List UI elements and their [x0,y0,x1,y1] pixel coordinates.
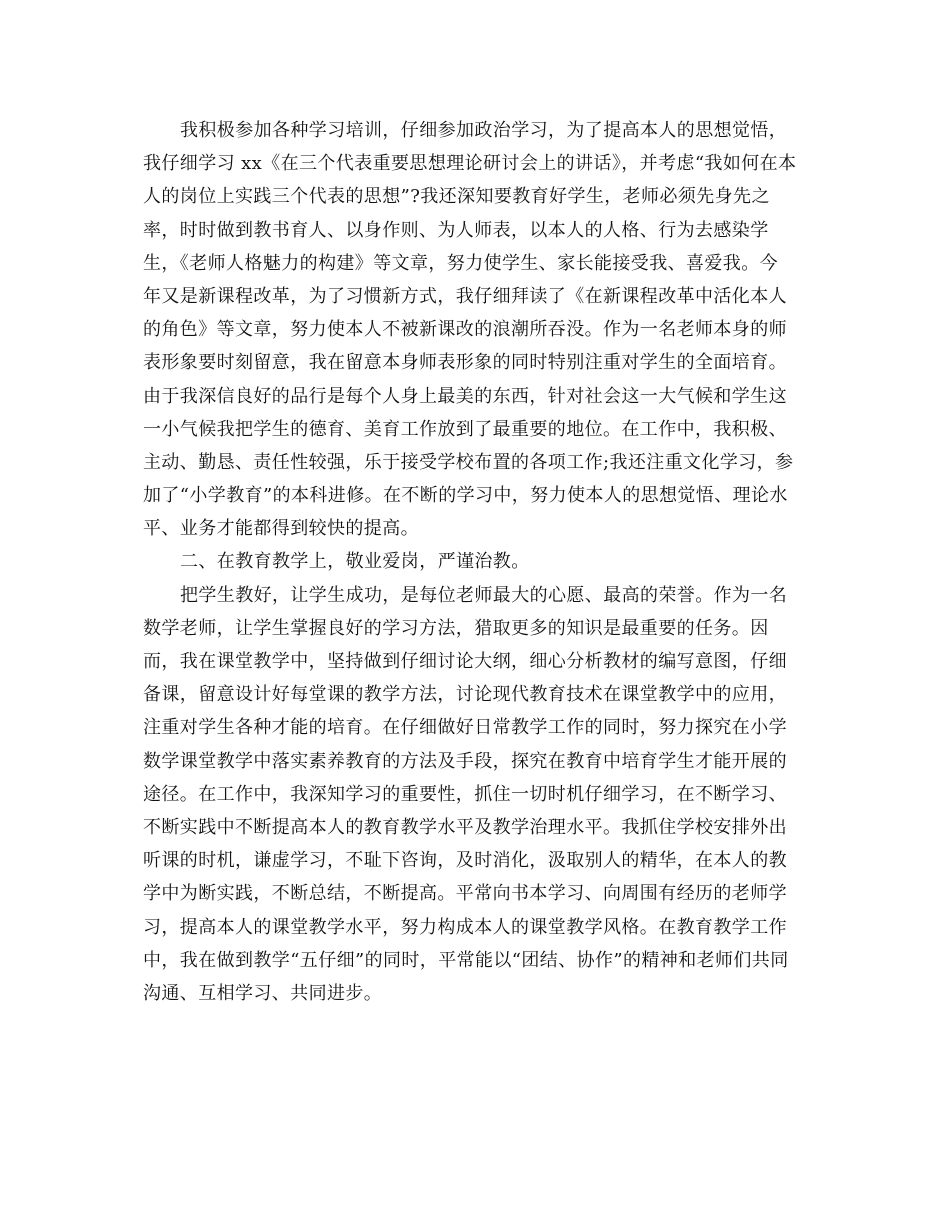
text-line: 生，《老师人格魅力的构建》等文章，努力使学生、家长能接受我、喜爱我。今 [143,252,778,274]
text-line: 一小气候我把学生的德育、美育工作放到了最重要的地位。在工作中，我积极、 [143,418,787,440]
text-line: 平、业务才能都得到较快的提高。 [143,518,419,540]
text-line: 听课的时机，谦虚学习，不耻下咨询，及时消化，汲取别人的精华，在本人的教 [143,850,787,872]
text-line: 途径。在工作中，我深知学习的重要性，抓住一切时机仔细学习，在不断学习、 [143,783,787,805]
text-line: 把学生教好，让学生成功，是每位老师最大的心愿、最高的荣誉。作为一名 [180,584,788,606]
text-line: 人的岗位上实践三个代表的思想”?我还深知要教育好学生，老师必须先身先之 [143,186,770,208]
text-line: 不断实践中不断提高本人的教育教学水平及教学治理水平。我抓住学校安排外出 [143,816,787,838]
text-line: 沟通、互相学习、共同进步。 [143,982,383,1004]
text-line: 二、在教育教学上，敬业爱岗，严谨治教。 [180,551,530,573]
document-body [143,114,815,1010]
text-line: 主动、勤恳、责任性较强，乐于接受学校布置的各项工作;我还注重文化学习，参 [143,451,794,473]
text-line: 年又是新课程改革，为了习惯新方式，我仔细拜读了《在新课程改革中活化本人 [143,285,787,307]
text-line: 表形象要时刻留意，我在留意本身师表形象的同时特别注重对学生的全面培育。 [143,352,787,374]
text-line: 我仔细学习 xx《在三个代表重要思想理论研讨会上的讲话》，并考虑“我如何在本 [143,153,797,175]
text-line: 中，我在做到教学“五仔细”的同时，平常能以“团结、协作”的精神和老师们共同 [143,949,789,971]
text-line: 的角色》等文章，努力使本人不被新课改的浪潮所吞没。作为一名老师本身的师 [143,319,787,341]
text-line: 数学课堂教学中落实素养教育的方法及手段，探究在教育中培育学生才能开展的 [143,750,787,772]
paragraph-3 [143,579,815,1010]
text-line: 加了“小学教育”的本科进修。在不断的学习中，努力使本人的思想觉悟、理论水 [143,485,788,507]
text-line: 数学老师，让学生掌握良好的学习方法，猎取更多的知识是最重要的任务。因 [143,617,769,639]
text-line: 由于我深信良好的品行是每个人身上最美的东西，针对社会这一大气候和学生这 [143,385,787,407]
text-line: 习，提高本人的课堂教学水平，努力构成本人的课堂教学风格。在教育教学工作 [143,916,787,938]
paragraph-1 [143,114,815,545]
text-line: 注重对学生各种才能的培育。在仔细做好日常教学工作的同时，努力探究在小学 [143,717,787,739]
text-line: 学中为断实践，不断总结，不断提高。平常向书本学习、向周围有经历的老师学 [143,883,787,905]
text-line: 我积极参加各种学习培训，仔细参加政治学习，为了提高本人的思想觉悟， [180,120,788,141]
text-line: 备课，留意设计好每堂课的教学方法，讨论现代教育技术在课堂教学中的应用， [143,684,787,706]
text-line: 而，我在课堂教学中，坚持做到仔细讨论大纲，细心分析教材的编写意图，仔细 [143,651,787,672]
text-line: 率，时时做到教书育人、以身作则、为人师表，以本人的人格、行为去感染学 [143,219,769,241]
section-heading [143,545,815,578]
